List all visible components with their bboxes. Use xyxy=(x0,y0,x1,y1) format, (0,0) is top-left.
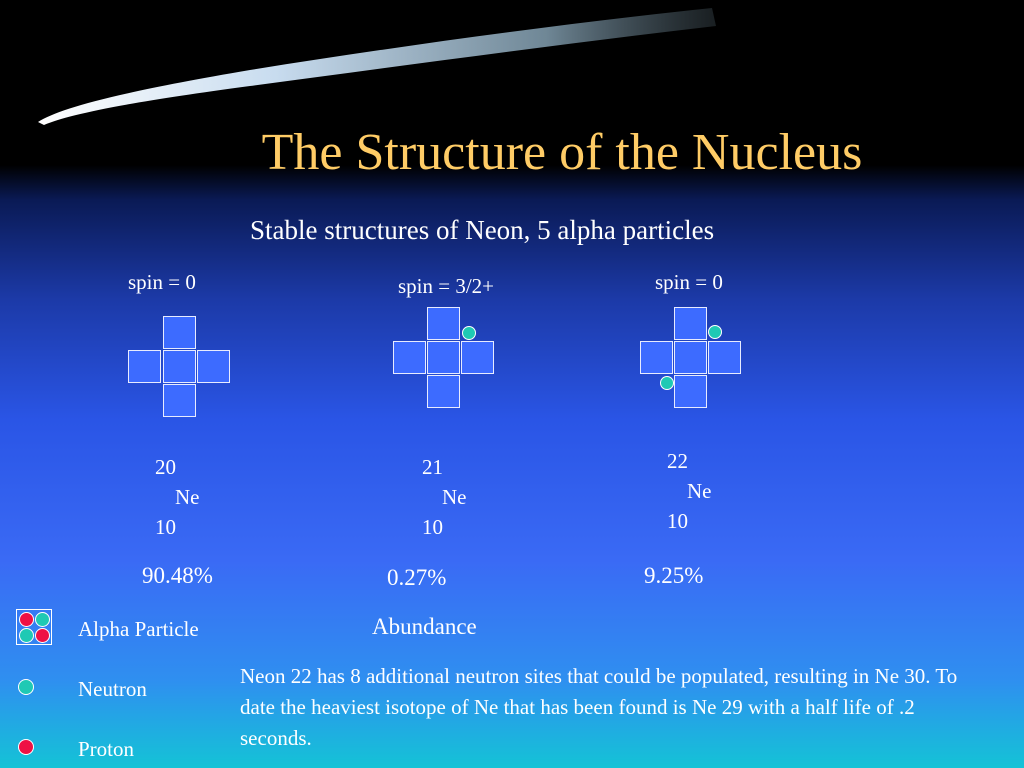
alpha-cell xyxy=(393,341,426,374)
spin-label-ne22: spin = 0 xyxy=(655,270,723,294)
alpha-cell xyxy=(461,341,494,374)
nuclide-notation-ne20 xyxy=(155,452,200,542)
nuclide-notation-ne21 xyxy=(422,452,467,542)
nuclide-notation-ne22 xyxy=(667,446,712,536)
decorative-streak xyxy=(0,0,1024,140)
element-symbol: Ne xyxy=(687,479,712,503)
subtitle: Stable structures of Neon, 5 alpha particles xyxy=(250,215,715,245)
neutron-dot xyxy=(35,612,50,627)
alpha-cell xyxy=(674,307,707,340)
neutron-dot xyxy=(19,628,34,643)
abundance-ne20: 90.48% xyxy=(142,563,213,588)
alpha-structure-ne21 xyxy=(393,307,503,411)
mass-number: 21 xyxy=(422,455,443,479)
spin-label-ne20: spin = 0 xyxy=(128,270,196,294)
element-symbol: Ne xyxy=(175,485,200,509)
alpha-cell xyxy=(163,384,196,417)
alpha-cell xyxy=(640,341,673,374)
legend-alpha-label: Alpha Particle xyxy=(78,617,199,641)
abundance-ne21: 0.27% xyxy=(387,565,447,590)
alpha-cell xyxy=(128,350,161,383)
mass-number: 20 xyxy=(155,455,176,479)
element-symbol: Ne xyxy=(442,485,467,509)
explanatory-note: Neon 22 has 8 additional neutron sites that could be populated, resulting in Ne 30. To date the heaviest isotope of Ne that has been found is Ne 29 with a half life of .2 seconds. xyxy=(240,664,958,750)
alpha-cell xyxy=(197,350,230,383)
neutron-dot xyxy=(660,376,674,390)
atomic-number: 10 xyxy=(155,515,176,539)
proton-dot xyxy=(35,628,50,643)
mass-number: 22 xyxy=(667,449,688,473)
alpha-structure-ne22 xyxy=(640,307,750,411)
atomic-number: 10 xyxy=(667,509,688,533)
neutron-legend-icon xyxy=(18,679,34,695)
alpha-cell xyxy=(163,316,196,349)
spin-label-ne21: spin = 3/2+ xyxy=(398,274,495,298)
alpha-cell xyxy=(427,341,460,374)
alpha-cell xyxy=(674,341,707,374)
page-title: The Structure of the Nucleus xyxy=(261,124,863,181)
atomic-number: 10 xyxy=(422,515,443,539)
alpha-cell xyxy=(708,341,741,374)
alpha-particle-icon xyxy=(16,609,52,645)
alpha-cell xyxy=(427,375,460,408)
alpha-structure-ne20 xyxy=(128,316,232,420)
proton-legend-icon xyxy=(18,739,34,755)
alpha-cell xyxy=(163,350,196,383)
legend-proton-label: Proton xyxy=(78,737,135,761)
alpha-cell xyxy=(427,307,460,340)
alpha-cell xyxy=(674,375,707,408)
neutron-dot xyxy=(708,325,722,339)
neutron-dot xyxy=(462,326,476,340)
abundance-label: Abundance xyxy=(372,614,477,639)
proton-dot xyxy=(19,612,34,627)
abundance-ne22: 9.25% xyxy=(644,563,704,588)
legend-neutron-label: Neutron xyxy=(78,677,147,701)
